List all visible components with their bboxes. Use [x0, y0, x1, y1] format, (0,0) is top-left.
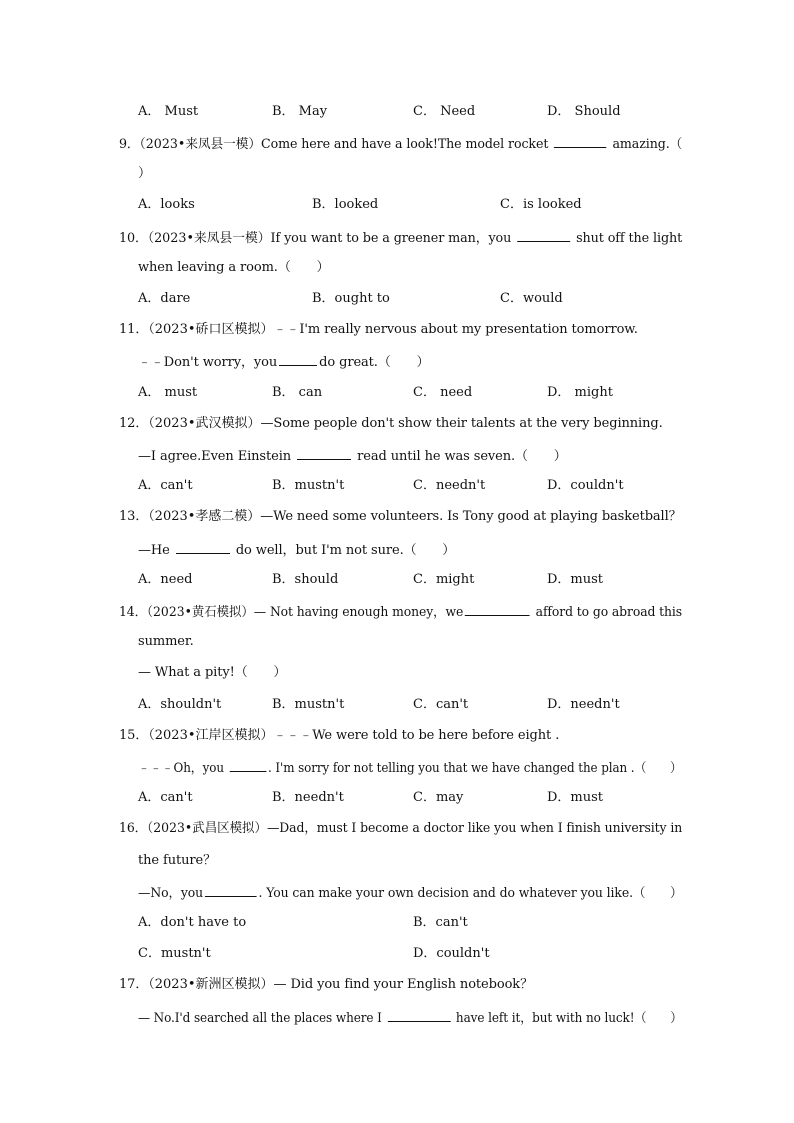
- q11-option-a[interactable]: A． must: [138, 385, 198, 400]
- question-source: （2023•新洲区模拟）: [148, 977, 274, 992]
- q10-option-a[interactable]: A．dare: [138, 291, 191, 306]
- q12-stem-cont: [138, 446, 567, 464]
- q13-stem-cont: [138, 540, 455, 558]
- q13-option-c[interactable]: C．might: [413, 572, 475, 587]
- q13-option-d[interactable]: D．must: [547, 572, 604, 587]
- answer-blank[interactable]: [465, 602, 530, 616]
- q15-stem: [119, 727, 559, 745]
- stem-text: do great.（ ）: [319, 355, 430, 370]
- stem-text: amazing.（: [612, 137, 683, 152]
- q13-option-b[interactable]: B．should: [272, 572, 339, 587]
- question-source: （2023•武昌区模拟）: [147, 821, 267, 836]
- stem-text: Come here and have a look!The model rocket: [261, 137, 549, 152]
- question-source: （2023•江岸区模拟）: [148, 728, 274, 743]
- q15-option-c[interactable]: C．may: [413, 790, 464, 805]
- q12-option-c[interactable]: C．needn't: [413, 478, 486, 493]
- q15-option-b[interactable]: B．needn't: [272, 790, 344, 805]
- q14-option-c[interactable]: C．can't: [413, 697, 469, 712]
- q10-stem: [119, 228, 682, 246]
- stem-text: — No.I'd searched all the places where I: [138, 1011, 382, 1026]
- q9-stem: [119, 134, 682, 152]
- stem-text: — Not having enough money，we: [253, 605, 464, 620]
- stem-text: do well，but I'm not sure.（ ）: [235, 543, 456, 558]
- question-source: （2023•黄石模拟）: [146, 605, 254, 620]
- stem-text: If you want to be a greener man，you: [270, 231, 512, 246]
- stem-text: — Did you find your English notebook？: [273, 977, 533, 992]
- question-number: 17．: [119, 977, 149, 992]
- question-number: 13．: [119, 509, 149, 524]
- q11-option-b[interactable]: B． can: [272, 385, 323, 400]
- stem-text: —Some people don't show their talents at the very beginning.: [260, 416, 663, 431]
- question-source: （2023•孝感二模）: [148, 509, 261, 524]
- q11-option-c[interactable]: C． need: [413, 385, 473, 400]
- q16-option-a[interactable]: A．don't have to: [138, 915, 247, 930]
- answer-blank[interactable]: [229, 758, 266, 772]
- answer-blank[interactable]: [554, 134, 606, 148]
- stem-text: —No，you: [138, 886, 204, 901]
- q9-option-a[interactable]: A．looks: [138, 197, 195, 212]
- q8-option-d[interactable]: D． Should: [547, 104, 621, 119]
- stem-text: —He: [138, 543, 170, 558]
- stem-text: read until he was seven.（ ）: [357, 449, 567, 464]
- q14-stem: [119, 602, 682, 620]
- q10-option-b[interactable]: B．ought to: [312, 291, 390, 306]
- q11-stem-cont: [138, 352, 429, 370]
- stem-text: have left it，but with no luck!（ ）: [455, 1011, 683, 1026]
- stem-text: ﹣﹣﹣Oh，you: [138, 761, 224, 776]
- q10-stem-cont: when leaving a room.（ ）: [138, 260, 330, 275]
- q9-option-b[interactable]: B．looked: [312, 197, 379, 212]
- q17-stem: [119, 976, 533, 994]
- q16-option-b[interactable]: B．can't: [413, 915, 468, 930]
- q12-option-d[interactable]: D．couldn't: [547, 478, 624, 493]
- question-source: （2023•武汉模拟）: [148, 416, 261, 431]
- answer-blank[interactable]: [279, 352, 317, 366]
- answer-blank[interactable]: [517, 228, 570, 242]
- q16-option-d[interactable]: D．couldn't: [413, 946, 490, 961]
- q9-option-c[interactable]: C．is looked: [500, 197, 582, 212]
- question-number: 12．: [119, 416, 149, 431]
- q12-option-b[interactable]: B．mustn't: [272, 478, 345, 493]
- question-number: 9．: [119, 137, 140, 152]
- question-number: 15．: [119, 728, 149, 743]
- stem-text: afford to go abroad this: [535, 605, 683, 620]
- stem-text: —Dad，must I become a doctor like you when I finish university in: [266, 821, 683, 836]
- answer-blank[interactable]: [387, 1008, 450, 1022]
- answer-blank[interactable]: [176, 540, 230, 554]
- q10-option-c[interactable]: C．would: [500, 291, 563, 306]
- stem-text: . You can make your own decision and do whatever you like.（ ）: [258, 886, 683, 901]
- q17-stem-cont: [138, 1008, 682, 1026]
- stem-text: ﹣﹣Don't worry，you: [138, 355, 278, 370]
- question-number: 10．: [119, 231, 148, 246]
- question-number: 11．: [119, 322, 149, 337]
- q8-option-b[interactable]: B． May: [272, 104, 328, 119]
- question-source: （2023•来凤县一模）: [147, 231, 271, 246]
- answer-blank[interactable]: [205, 883, 257, 897]
- q8-option-a[interactable]: A． Must: [138, 104, 199, 119]
- q13-option-a[interactable]: A．need: [138, 572, 193, 587]
- q9-stem-cont: ）: [138, 166, 151, 181]
- q14-stem-cont: summer.: [138, 634, 194, 649]
- stem-text: —We need some volunteers. Is Tony good at playing basketball？: [260, 509, 682, 524]
- stem-text: . I'm sorry for not telling you that we have changed the plan .（ ）: [268, 761, 682, 776]
- q16-stem-cont2: [138, 883, 682, 901]
- q14-option-b[interactable]: B．mustn't: [272, 697, 345, 712]
- answer-blank[interactable]: [297, 446, 351, 460]
- stem-text: ﹣﹣I'm really nervous about my presentation tomorrow.: [273, 322, 638, 337]
- q11-option-d[interactable]: D． might: [547, 385, 613, 400]
- question-number: 14．: [119, 605, 147, 620]
- q13-stem: [119, 508, 682, 526]
- stem-text: shut off the light: [576, 231, 683, 246]
- q15-option-d[interactable]: D．must: [547, 790, 604, 805]
- q15-option-a[interactable]: A．can't: [138, 790, 193, 805]
- q14-stem-cont2: — What a pity!（ ）: [138, 665, 287, 680]
- q15-stem-cont: [138, 758, 682, 776]
- q16-stem-cont: the future？: [138, 853, 217, 868]
- stem-text: —I agree.Even Einstein: [138, 449, 292, 464]
- q8-option-c[interactable]: C． Need: [413, 104, 476, 119]
- q12-option-a[interactable]: A．can't: [138, 478, 193, 493]
- question-source: （2023•硚口区模拟）: [148, 322, 274, 337]
- q12-stem: [119, 415, 663, 433]
- q16-option-c[interactable]: C．mustn't: [138, 946, 211, 961]
- question-source: （2023•来凤县一模）: [139, 137, 262, 152]
- q14-option-a[interactable]: A．shouldn't: [138, 697, 222, 712]
- q16-stem: [119, 820, 682, 838]
- q14-option-d[interactable]: D．needn't: [547, 697, 620, 712]
- q11-stem: [119, 321, 638, 339]
- question-number: 16．: [119, 821, 148, 836]
- stem-text: ﹣﹣﹣We were told to be here before eight .: [273, 728, 560, 743]
